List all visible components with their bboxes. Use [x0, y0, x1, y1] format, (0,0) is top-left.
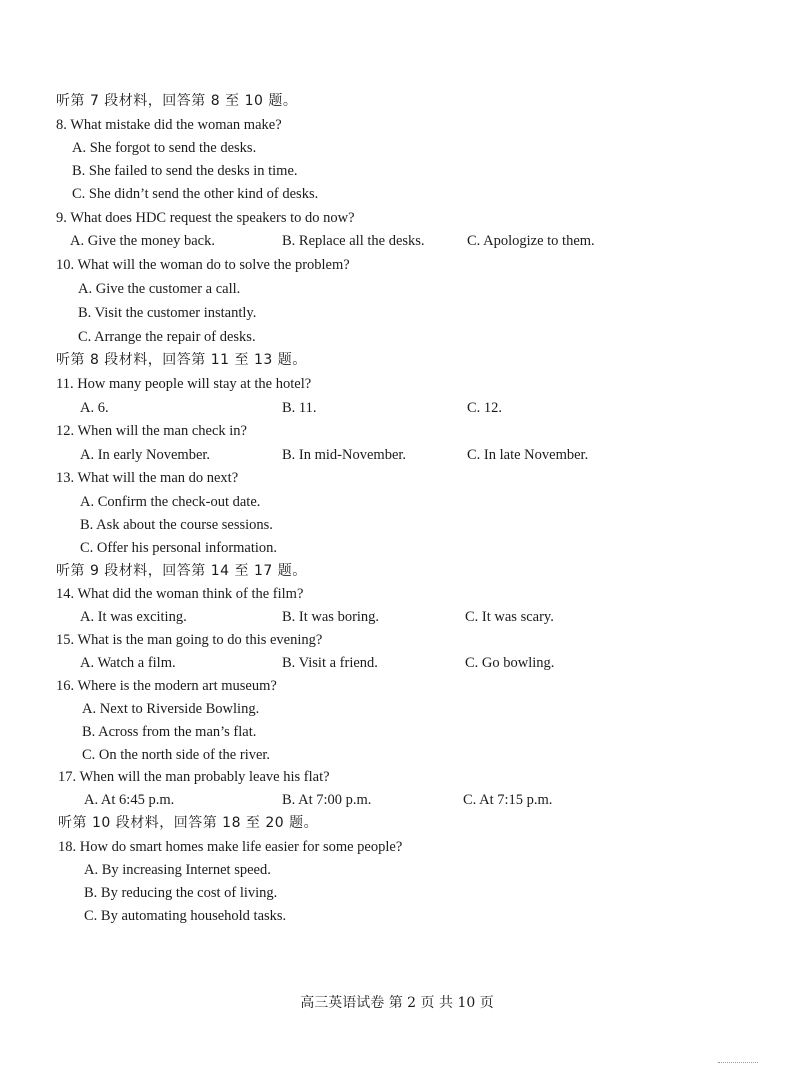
question-13-option-b: B. Ask about the course sessions. [80, 517, 273, 533]
question-16-option-c: C. On the north side of the river. [82, 747, 271, 763]
question-12-option-c: C. In late November. [467, 447, 589, 463]
question-18-option-b: B. By reducing the cost of living. [84, 885, 278, 901]
question-12-option-a: A. In early November. [80, 447, 211, 463]
question-9: 9. What does HDC request the speakers to do now? [56, 210, 355, 226]
question-14-option-b: B. It was boring. [282, 609, 380, 625]
question-10-option-b: B. Visit the customer instantly. [78, 305, 257, 321]
question-10-option-a: A. Give the customer a call. [78, 281, 241, 297]
question-9-option-b: B. Replace all the desks. [282, 233, 425, 249]
question-9-option-c: C. Apologize to them. [467, 233, 595, 249]
page-footer: 高三英语试卷 第 2 页 共 10 页 [300, 995, 494, 1011]
scan-mark [718, 1062, 758, 1066]
question-8: 8. What mistake did the woman make? [56, 117, 282, 133]
question-14-option-c: C. It was scary. [465, 609, 554, 625]
question-11: 11. How many people will stay at the hotel? [56, 376, 312, 392]
question-13: 13. What will the man do next? [56, 470, 239, 486]
question-17-option-b: B. At 7:00 p.m. [282, 792, 372, 808]
question-11-option-c: C. 12. [467, 400, 503, 416]
question-18-option-a: A. By increasing Internet speed. [84, 862, 271, 878]
question-13-option-a: A. Confirm the check-out date. [80, 494, 261, 510]
question-14-option-a: A. It was exciting. [80, 609, 187, 625]
question-17: 17. When will the man probably leave his flat? [58, 769, 330, 785]
question-11-option-a: A. 6. [80, 400, 109, 416]
question-17-option-a: A. At 6:45 p.m. [84, 792, 175, 808]
question-16-option-b: B. Across from the man’s flat. [82, 724, 257, 740]
question-18-option-c: C. By automating household tasks. [84, 908, 287, 924]
question-10-option-c: C. Arrange the repair of desks. [78, 329, 256, 345]
question-11-option-b: B. 11. [282, 400, 317, 416]
question-8-option-a: A. She forgot to send the desks. [72, 140, 257, 156]
question-15-option-c: C. Go bowling. [465, 655, 555, 671]
question-17-option-c: C. At 7:15 p.m. [463, 792, 553, 808]
question-10: 10. What will the woman do to solve the problem? [56, 257, 350, 273]
question-18: 18. How do smart homes make life easier for some people? [58, 839, 403, 855]
question-8-option-b: B. She failed to send the desks in time. [72, 163, 298, 179]
question-14: 14. What did the woman think of the film? [56, 586, 304, 602]
question-8-option-c: C. She didn’t send the other kind of desks. [72, 186, 319, 202]
question-16: 16. Where is the modern art museum? [56, 678, 277, 694]
section-heading: 听第 7 段材料，回答第 8 至 10 题。 [56, 93, 298, 109]
question-16-option-a: A. Next to Riverside Bowling. [82, 701, 260, 717]
section-heading: 听第 10 段材料，回答第 18 至 20 题。 [58, 815, 319, 831]
question-12: 12. When will the man check in? [56, 423, 247, 439]
question-9-option-a: A. Give the money back. [70, 233, 215, 249]
question-15-option-b: B. Visit a friend. [282, 655, 378, 671]
question-12-option-b: B. In mid-November. [282, 447, 407, 463]
question-13-option-c: C. Offer his personal information. [80, 540, 278, 556]
question-15-option-a: A. Watch a film. [80, 655, 176, 671]
section-heading: 听第 8 段材料，回答第 11 至 13 题。 [56, 352, 307, 368]
section-heading: 听第 9 段材料，回答第 14 至 17 题。 [56, 563, 307, 579]
question-15: 15. What is the man going to do this evening? [56, 632, 323, 648]
